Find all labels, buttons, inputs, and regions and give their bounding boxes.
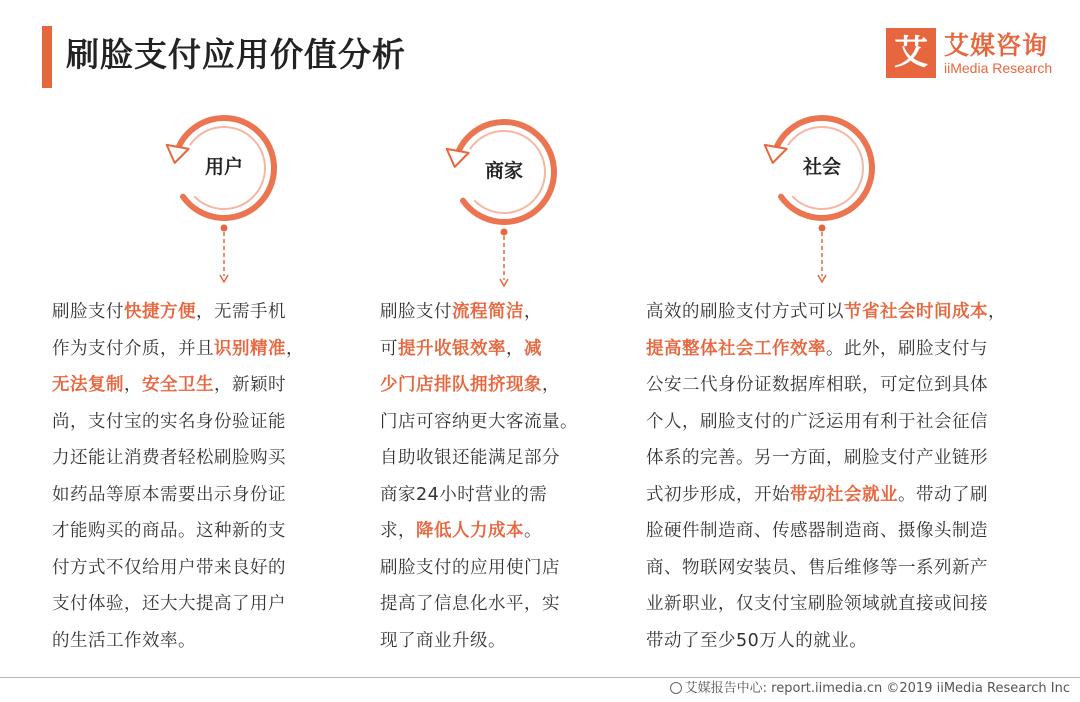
logo-cn-text: 艾媒咨询: [944, 31, 1049, 60]
body-text: ，: [524, 302, 542, 322]
body-text: 如药品等原本需要出示身份证: [52, 484, 286, 505]
cycle-user: [154, 110, 294, 290]
body-text: 求，: [380, 521, 416, 541]
highlight-text: 带动社会就业: [790, 484, 898, 505]
body-text: 脸硬件制造商、传感器制造商、摄像头制造: [646, 521, 988, 541]
highlight-text: 快捷方便: [124, 302, 196, 322]
highlight-text: 降低人力成本: [416, 521, 524, 541]
body-text: ，: [988, 302, 1006, 322]
text-line: [646, 550, 1006, 587]
text-line: [380, 294, 578, 331]
cycle-arrow-icon: [752, 110, 892, 290]
text-line: [380, 550, 578, 587]
logo-mark: 艾: [886, 28, 936, 78]
highlight-text: 无法复制: [52, 375, 124, 395]
body-text: 。此外，刷脸支付与: [826, 338, 988, 359]
highlight-text: 少门店排队拥挤现象: [380, 375, 542, 395]
text-line: [380, 477, 578, 514]
text-line: [380, 440, 578, 477]
body-text: 门店可容纳更大客流量。: [380, 411, 578, 432]
text-line: [52, 513, 304, 550]
text-line: [380, 367, 578, 404]
text-line: [52, 586, 304, 623]
globe-icon: [670, 682, 682, 694]
highlight-text: 提高整体社会工作效率: [646, 338, 826, 359]
body-text: 可: [380, 338, 398, 359]
body-text: ，: [124, 375, 142, 395]
text-line: [646, 586, 1006, 623]
highlight-text: 安全卫生: [142, 375, 214, 395]
body-text: 才能购买的商品。这种新的支: [52, 521, 286, 541]
highlight-text: 减: [524, 338, 542, 359]
text-line: [52, 404, 304, 441]
text-line: [380, 623, 578, 660]
text-line: [52, 623, 304, 660]
cycle-label-merchant: 商家: [484, 160, 523, 182]
text-line: [52, 367, 304, 404]
body-text: 刷脸支付的应用使门店: [380, 557, 560, 578]
body-text: 付方式不仅给用户带来良好的: [52, 557, 286, 578]
logo-en-text: iiMedia Research: [944, 60, 1053, 76]
body-text: 商、物联网安装员、售后维修等一系列新产: [646, 557, 988, 578]
body-text: 刷脸支付: [52, 302, 124, 322]
highlight-text: 节省社会时间成本: [844, 302, 988, 322]
cycle-society: [752, 110, 892, 290]
text-line: [380, 404, 578, 441]
body-text: 支付体验，还大大提高了用户: [52, 594, 286, 614]
text-line: [646, 623, 1006, 660]
body-text: 业新职业，仅支付宝刷脸领域就直接或间接: [646, 594, 988, 614]
footer-text: 艾媒报告中心: report.iimedia.cn ©2019 iiMedia Research Inc: [684, 681, 1070, 696]
body-text: 体系的完善。另一方面，刷脸支付产业链形: [646, 448, 988, 468]
body-text: ，新颖时: [214, 375, 286, 395]
body-text: 式初步形成，开始: [646, 484, 790, 505]
body-text: 作为支付介质，并且: [52, 338, 214, 359]
text-line: [646, 477, 1006, 514]
cycle-arrow-icon: [154, 110, 294, 290]
body-text: 公安二代身份证数据库相联，可定位到具体: [646, 375, 988, 395]
text-line: [646, 367, 1006, 404]
column-user-text: [52, 294, 304, 659]
cycle-label-society: 社会: [802, 156, 841, 178]
column-society-text: [646, 294, 1006, 659]
body-text: 高效的刷脸支付方式可以: [646, 302, 844, 322]
cycle-label-user: 用户: [204, 156, 243, 178]
body-text: 刷脸支付: [380, 302, 452, 322]
body-text: ，无需手机: [196, 302, 286, 322]
text-line: [646, 440, 1006, 477]
highlight-text: 识别精准: [214, 338, 286, 359]
body-text: 的生活工作效率。: [52, 630, 196, 651]
text-line: [52, 550, 304, 587]
footer: [670, 680, 1070, 698]
body-text: 。带动了刷: [898, 484, 988, 505]
body-text: 带动了至少50万人的就业。: [646, 630, 868, 651]
footer-divider: [0, 677, 1080, 678]
column-merchant-text: [380, 294, 578, 659]
text-line: [646, 513, 1006, 550]
text-line: [646, 294, 1006, 331]
body-text: 现了商业升级。: [380, 630, 506, 651]
text-line: [52, 331, 304, 368]
logo: [886, 28, 1066, 84]
body-text: 。: [524, 521, 542, 541]
text-line: [52, 440, 304, 477]
text-line: [52, 294, 304, 331]
body-text: 力还能让消费者轻松刷脸购买: [52, 448, 286, 468]
body-text: 个人，刷脸支付的广泛运用有利于社会征信: [646, 411, 988, 432]
text-line: [380, 586, 578, 623]
text-line: [52, 477, 304, 514]
text-line: [646, 404, 1006, 441]
text-line: [380, 331, 578, 368]
body-text: 尚，支付宝的实名身份验证能: [52, 411, 286, 432]
cycle-merchant: [434, 114, 574, 294]
text-line: [380, 513, 578, 550]
highlight-text: 流程简洁: [452, 302, 524, 322]
page-title: 刷脸支付应用价值分析: [66, 35, 406, 74]
text-line: [646, 331, 1006, 368]
title-accent-bar: [42, 26, 52, 88]
body-text: ，: [286, 338, 304, 359]
body-text: ，: [542, 375, 560, 395]
highlight-text: 提升收银效率: [398, 338, 506, 359]
body-text: 提高了信息化水平，实: [380, 594, 560, 614]
body-text: 自助收银还能满足部分: [380, 448, 560, 468]
body-text: ，: [506, 338, 524, 359]
body-text: 商家24小时营业的需: [380, 484, 548, 505]
cycle-arrow-icon: [434, 114, 574, 294]
